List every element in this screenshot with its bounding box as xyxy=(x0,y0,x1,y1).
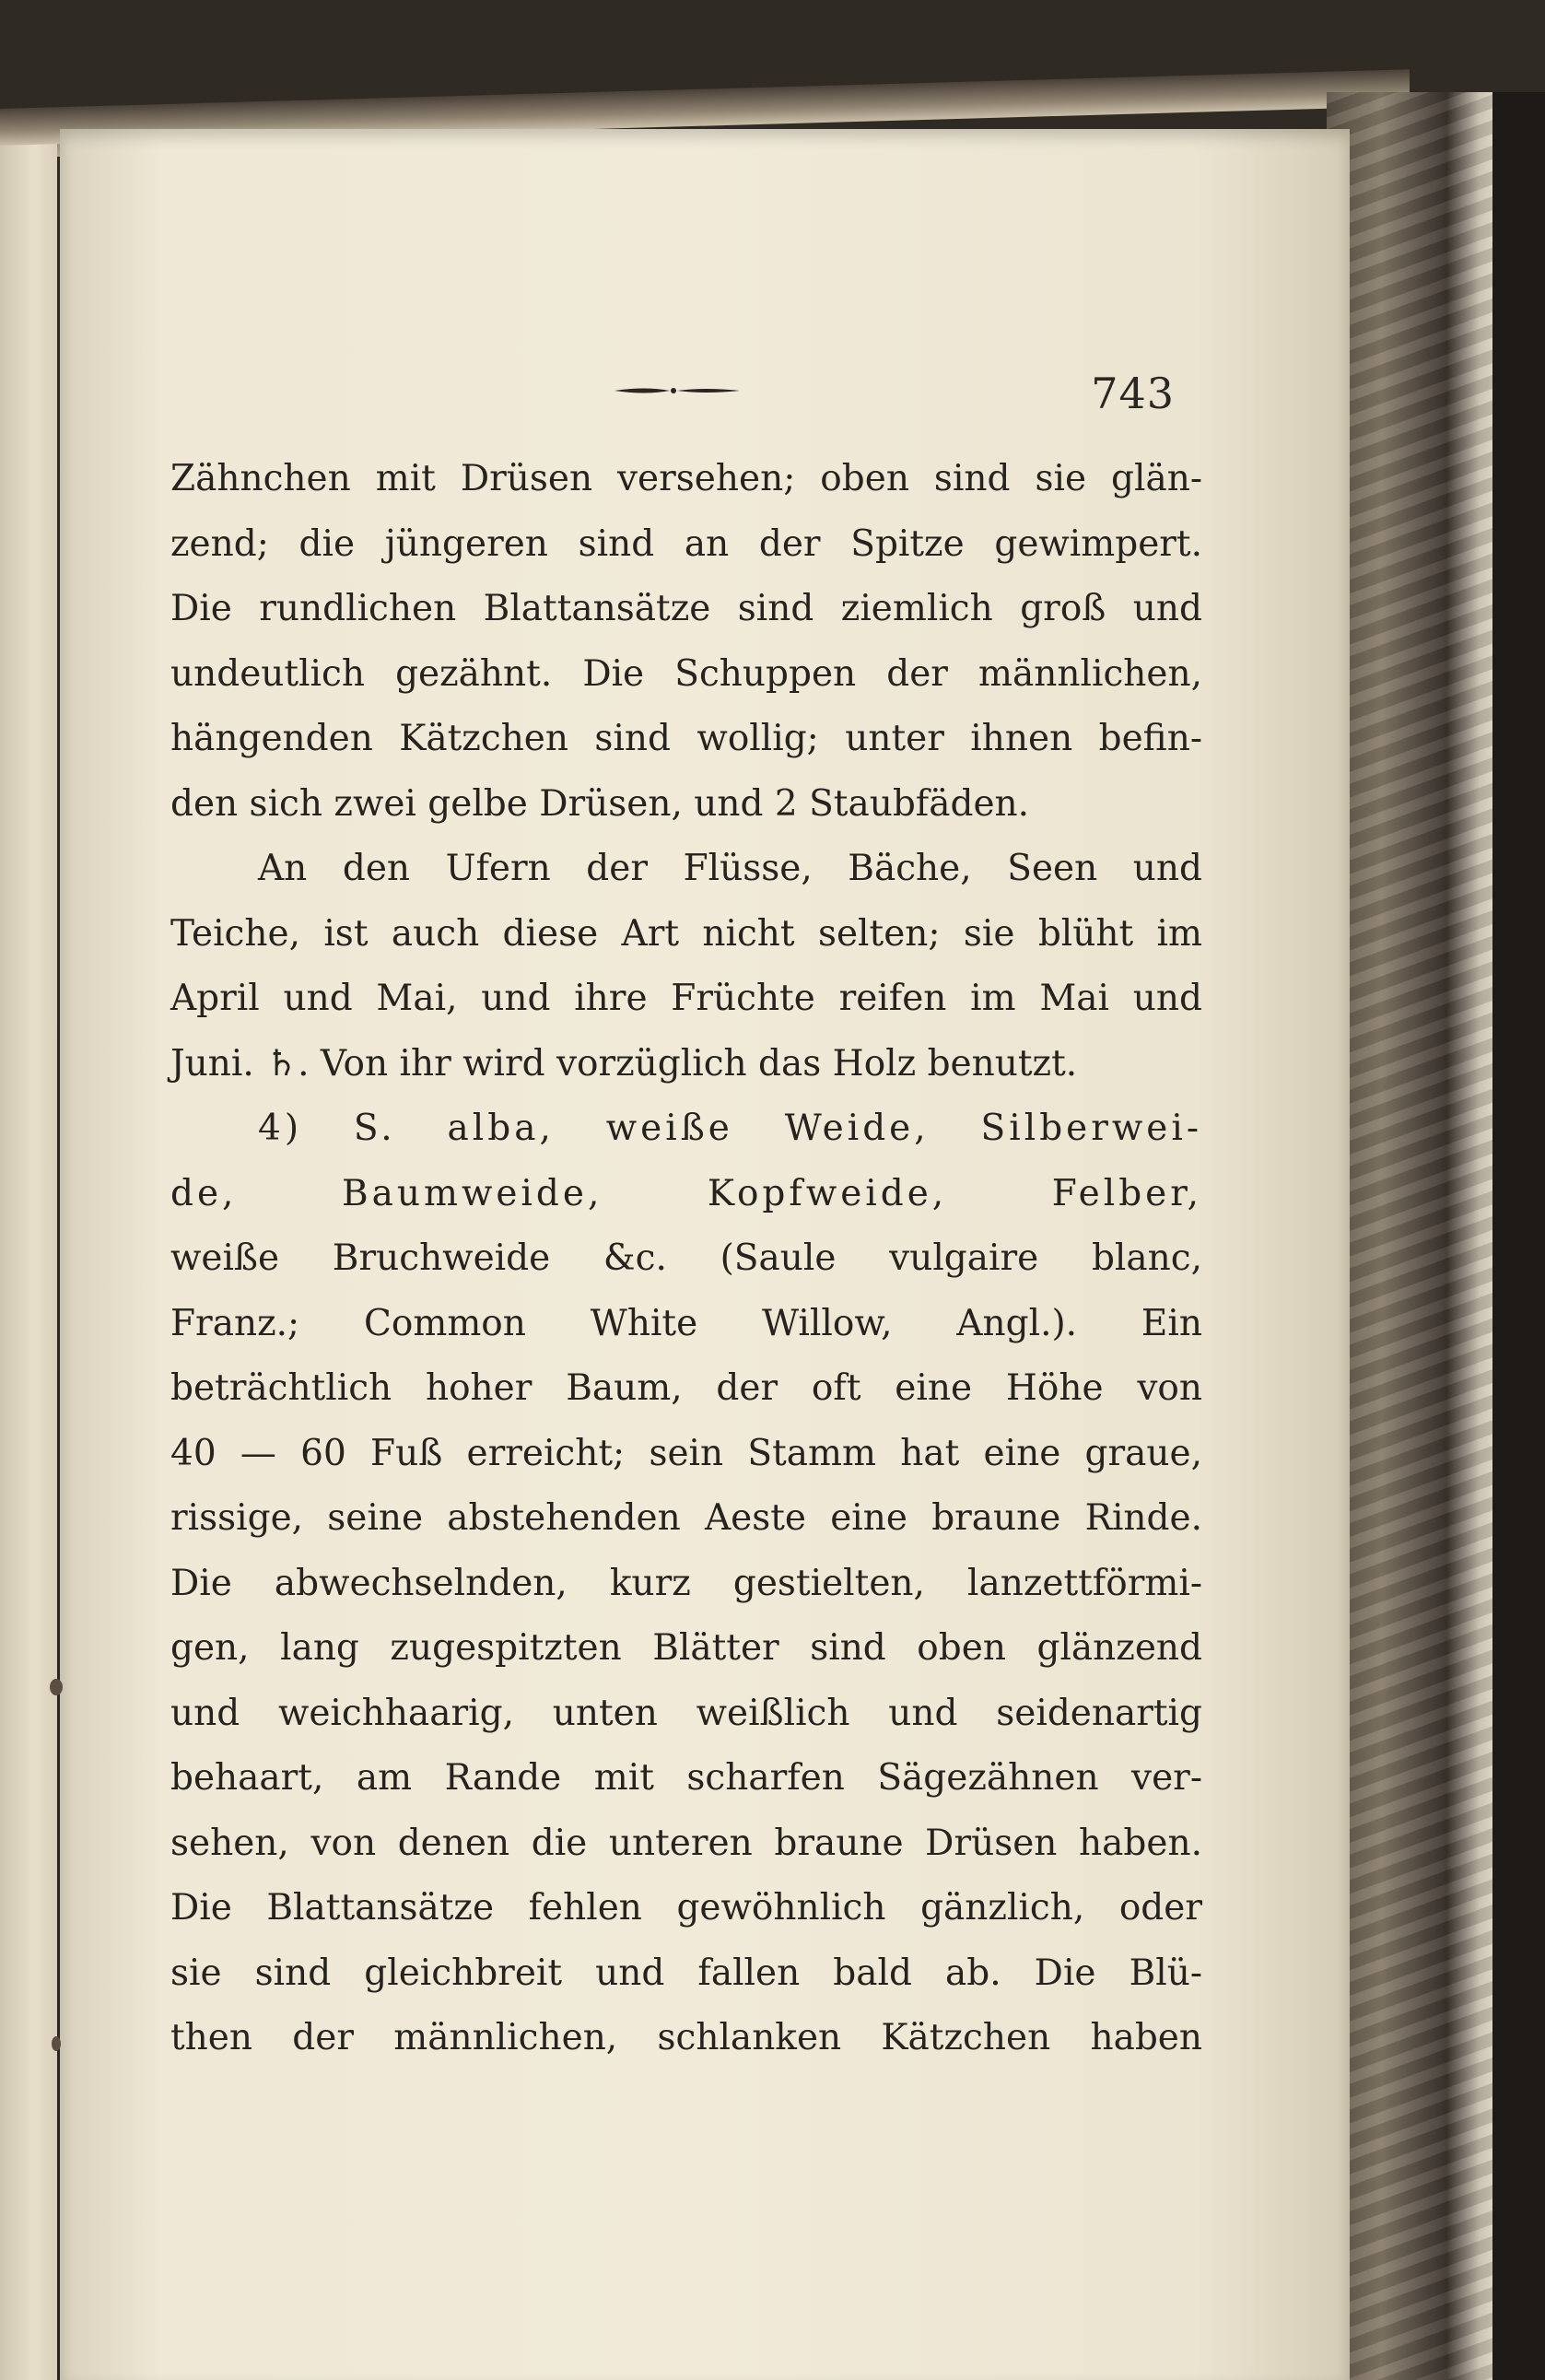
header-ornament xyxy=(613,385,742,396)
text-line: 40 — 60 Fuß erreicht; sein Stamm hat eine graue, xyxy=(170,1432,1202,1474)
text-line: zend; die jüngeren sind an der Spitze gewimpert. xyxy=(170,522,1202,565)
page-content xyxy=(170,249,1202,2073)
text-line: de, Baumweide, Kopfweide, Felber, xyxy=(170,1172,1202,1214)
text-line: Zähnchen mit Drüsen versehen; oben sind sie glän- xyxy=(170,458,1202,499)
text-line: Die rundlichen Blattansätze sind ziemlich groß und xyxy=(170,588,1202,629)
text-line: beträchtlich hoher Baum, der oft eine Höhe von xyxy=(170,1367,1202,1409)
text-line: An den Ufern der Flüsse, Bäche, Seen und xyxy=(258,848,1202,889)
text-line: April und Mai, und ihre Früchte reifen im Mai und xyxy=(170,978,1202,1019)
text-line: Die Blattansätze fehlen gewöhnlich gänzlich, oder xyxy=(170,1887,1202,1929)
text-line: undeutlich gezähnt. Die Schuppen der männlichen, xyxy=(170,652,1202,695)
text-line: hängenden Kätzchen sind wollig; unter ihnen befin- xyxy=(170,718,1202,759)
page-number: 743 xyxy=(1091,369,1175,418)
text-line: Franz.; Common White Willow, Angl.). Ein xyxy=(170,1302,1202,1344)
margin-mark xyxy=(52,2036,61,2051)
text-line: Teiche, ist auch diese Art nicht selten; sie blüht im xyxy=(170,912,1202,955)
text-line: weiße Bruchweide &c. (Saule vulgaire blanc, xyxy=(170,1237,1202,1279)
text-line: behaart, am Rande mit scharfen Sägezähnen ver- xyxy=(170,1757,1202,1799)
text-line: und weichhaarig, unten weißlich und seidenartig xyxy=(170,1692,1202,1734)
text-line: rissige, seine abstehenden Aeste eine braune Rinde. xyxy=(170,1497,1202,1539)
text-line: den sich zwei gelbe Drüsen, und 2 Staubfäden. xyxy=(170,782,1030,825)
book-page xyxy=(60,129,1350,2380)
text-line: gen, lang zugespitzten Blätter sind oben glänzend xyxy=(170,1627,1202,1669)
text-line: then der männlichen, schlanken Kätzchen haben xyxy=(170,2017,1202,2058)
text-line: Juni. ♄. Von ihr wird vorzüglich das Holz benutzt. xyxy=(170,1042,1078,1084)
text-line: sie sind gleichbreit und fallen bald ab. Die Blü- xyxy=(170,1952,1202,1994)
text-line: 4) S. alba, weiße Weide, Silberwei- xyxy=(258,1108,1202,1149)
body-text xyxy=(170,447,1202,2071)
background-edge xyxy=(1492,92,1545,2380)
margin-mark xyxy=(50,1679,63,1695)
text-line: Die abwechselnden, kurz gestielten, lanzettförmi- xyxy=(170,1562,1202,1604)
previous-page-sliver xyxy=(0,138,57,2380)
text-line: sehen, von denen die unteren braune Drüsen haben. xyxy=(170,1822,1202,1864)
